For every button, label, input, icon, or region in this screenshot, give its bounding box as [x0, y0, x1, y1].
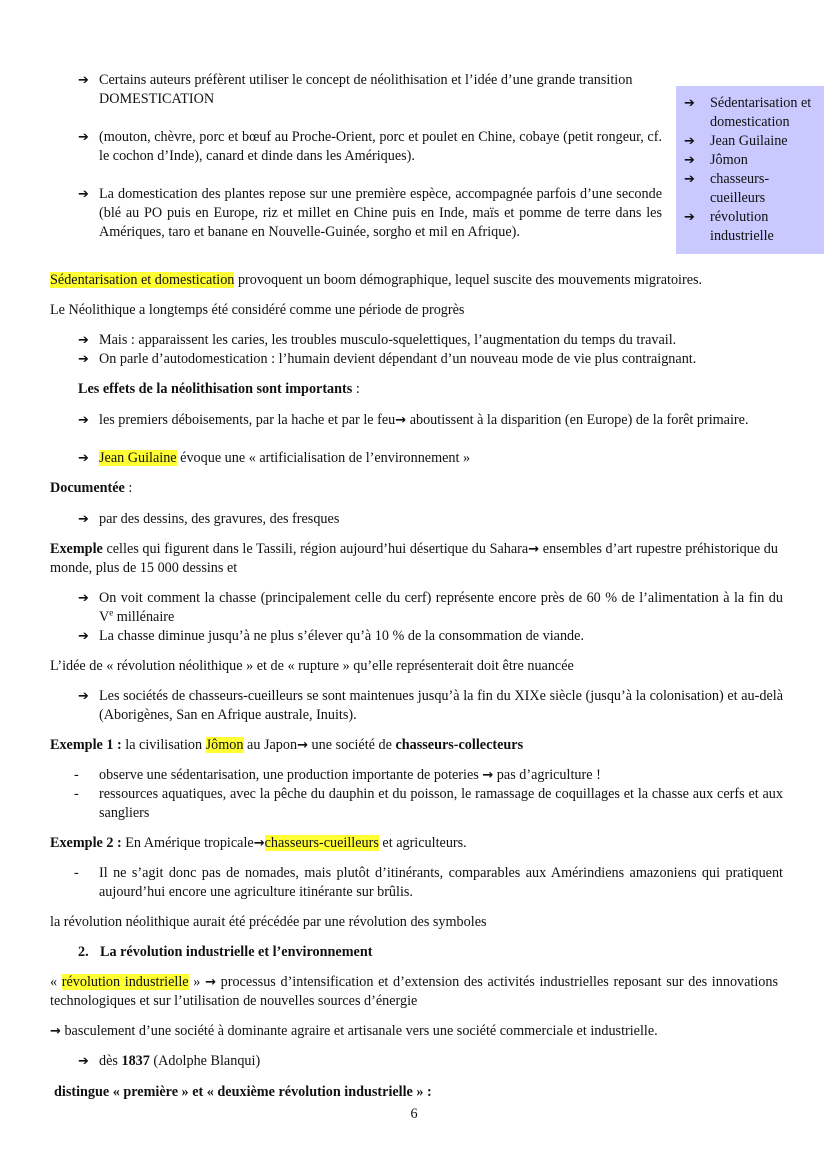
arrow-icon: ➔ [684, 172, 695, 187]
paragraph-revolution-symboles: la révolution néolithique aurait été précédée par une révolution des symboles [50, 914, 487, 930]
paragraph-basculement: → basculement d’une société à dominante agraire et artisanale vers une société commerciale et industrielle. [50, 1023, 658, 1039]
arrow-icon: ➔ [78, 187, 89, 202]
inline-arrow-icon: → [253, 836, 265, 851]
section-number: 2. [78, 944, 89, 960]
exemple-1: Exemple 1 : la civilisation Jômon au Japon→ une société de chasseurs-collecteurs [50, 737, 524, 753]
bullet-text: par des dessins, des gravures, des fresques [99, 511, 340, 527]
distingue-heading: distingue « première » et « deuxième révolution industrielle » : [54, 1084, 432, 1100]
arrow-icon: ➔ [684, 96, 695, 111]
inline-arrow-icon: → [528, 542, 540, 557]
page-number: 6 [410, 1106, 418, 1122]
arrow-icon: ➔ [78, 413, 89, 428]
bullet-text: La chasse diminue jusqu’à ne plus s’élever qu’à 10 % de la consommation de viande. [99, 628, 584, 644]
paragraph-sedentarisation: Sédentarisation et domestication provoquent un boom démographique, lequel suscite des mouvements migratoires. [50, 272, 703, 288]
sidebar-item-label: révolution industrielle [710, 209, 774, 244]
bullet-text: Les sociétés de chasseurs-cueilleurs se sont maintenues jusqu’à la fin du XIXe siècle (jusqu’à la colonisation) et au-delà (Aborigènes, San en Afrique australe, Inuits). [99, 688, 783, 723]
sidebar-item-label: Jômon [710, 152, 748, 168]
sidebar-item-label: Sédentarisation et domestication [710, 95, 812, 130]
dash-marker: - [74, 865, 79, 881]
highlight: chasseurs-cueilleurs [264, 835, 379, 851]
arrow-icon: ➔ [78, 591, 89, 606]
arrow-icon: ➔ [78, 73, 89, 88]
highlight: révolution industrielle [61, 974, 189, 990]
paragraph-progres: Le Néolithique a longtemps été considéré comme une période de progrès [50, 302, 465, 318]
inline-arrow-icon: → [395, 413, 407, 428]
bullet-text: La domestication des plantes repose sur une première espèce, accompagnée parfois d’une seconde (blé au PO puis en Europe, riz et millet en Chine puis en Inde, maïs et pomme de terre dans les Amériques, taro et banane en Nouvelle-Guinée, sorgho et mil en Afrique). [99, 186, 662, 240]
section-heading [78, 943, 778, 962]
exemple-2: Exemple 2 : En Amérique tropicale→chasseurs-cueilleurs et agriculteurs. [50, 835, 467, 851]
inline-arrow-icon: → [297, 738, 308, 753]
bullet-text: On parle d’autodomestication : l’humain devient dépendant d’un nouveau mode de vie plus contraignant. [99, 351, 697, 367]
arrow-icon: ➔ [684, 210, 695, 225]
sidebar-item-label: Jean Guilaine [710, 133, 788, 149]
bullet-text: Mais : apparaissent les caries, les troubles musculo-squelettiques, l’augmentation du temps du travail. [99, 332, 677, 348]
paragraph-idee: L’idée de « révolution néolithique » et de « rupture » qu’elle représenterait doit être nuancée [50, 658, 574, 674]
arrow-icon: ➔ [78, 629, 89, 644]
dash-marker: - [74, 786, 79, 802]
heading-effets: Les effets de la néolithisation sont importants : [78, 381, 360, 397]
highlight: Jômon [205, 737, 244, 753]
section-title: La révolution industrielle et l’environnement [100, 944, 373, 960]
inline-arrow-icon: → [50, 1024, 61, 1039]
arrow-icon: ➔ [78, 333, 89, 348]
arrow-icon: ➔ [684, 153, 695, 168]
highlight: Jean Guilaine [99, 450, 177, 466]
arrow-icon: ➔ [78, 352, 89, 367]
highlight: Sédentarisation et domestication [50, 272, 235, 288]
inline-arrow-icon: → [205, 975, 216, 990]
paragraph-revolution-industrielle: « révolution industrielle » → processus d’intensification et d’extension des activités industrielles reposant sur des innovations technologiques et sur l’utilisation de nouvelles sources d’énergie [50, 974, 779, 1009]
sidebar-item-label: chasseurs-cueilleurs [710, 171, 770, 206]
paragraph-exemple-tassili: Exemple celles qui figurent dans le Tassili, région aujourd’hui désertique du Sahara→ ensembles d’art rupestre préhistorique du monde, plus de 15 000 dessins et [50, 541, 778, 576]
inline-arrow-icon: → [482, 768, 494, 783]
arrow-icon: ➔ [78, 689, 89, 704]
dash-marker: - [74, 767, 79, 783]
keyword-sidebar [676, 86, 824, 254]
arrow-icon: ➔ [78, 1054, 89, 1069]
documentee-label: Documentée : [50, 480, 133, 496]
domestication-label: DOMESTICATION [99, 91, 215, 107]
arrow-icon: ➔ [78, 512, 89, 527]
arrow-icon: ➔ [78, 130, 89, 145]
arrow-icon: ➔ [684, 134, 695, 149]
bullet-text: Certains auteurs préfèrent utiliser le concept de néolithisation et l’idée d’une grande transition [99, 72, 633, 88]
bullet-text: (mouton, chèvre, porc et bœuf au Proche-Orient, porc et poulet en Chine, cobaye (petit rongeur, cf. le cochon d’Inde), canard et dinde dans les Amériques). [99, 129, 662, 164]
arrow-icon: ➔ [78, 451, 89, 466]
